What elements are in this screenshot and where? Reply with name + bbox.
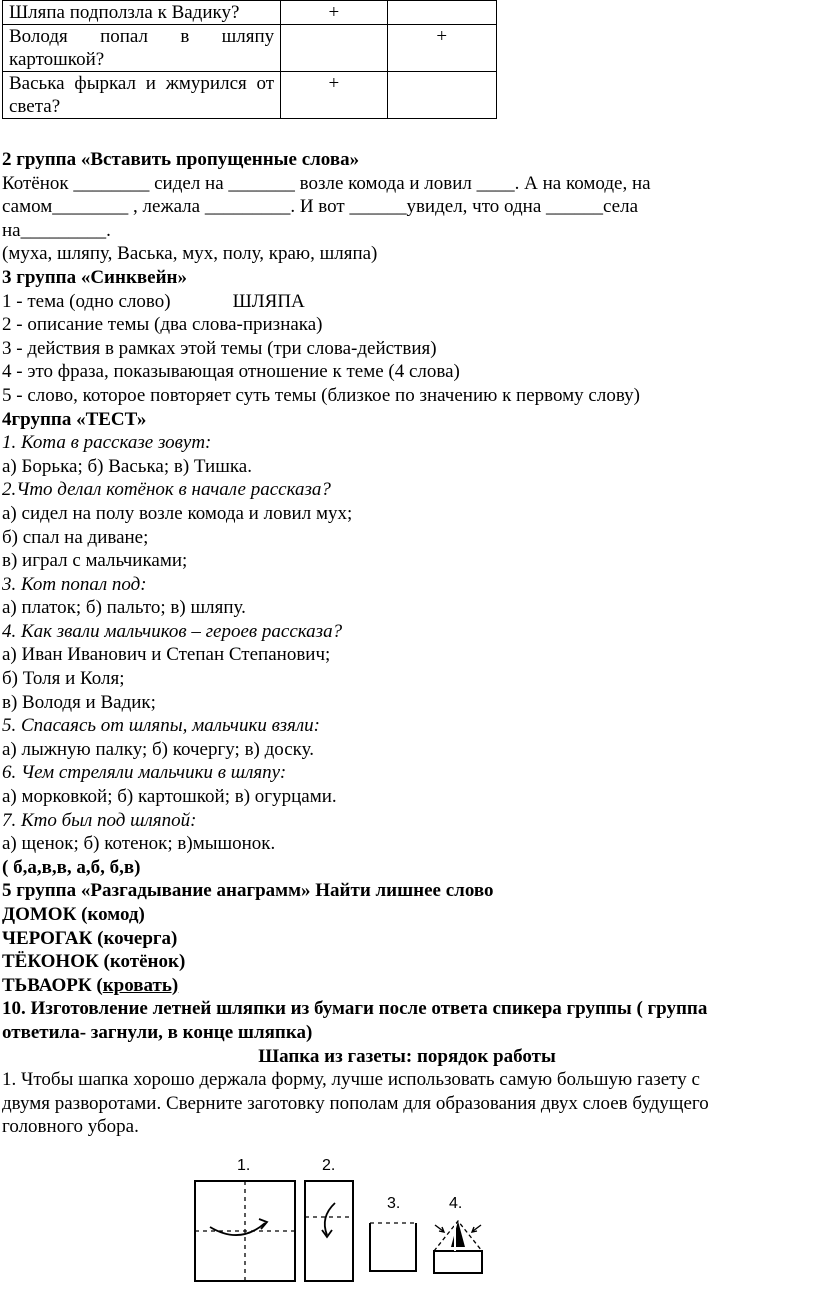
anagram-item-prefix: ТЬВАОРК ( bbox=[2, 974, 103, 996]
test-option: б) Толя и Коля; bbox=[2, 668, 125, 690]
anagram-item: ЧЕРОГАК (кочерга) bbox=[2, 927, 178, 949]
test-option: в) Володя и Вадик; bbox=[2, 691, 156, 713]
test-option: а) Иван Иванович и Степан Степанович; bbox=[2, 644, 331, 666]
step2-sheet-icon bbox=[305, 1181, 353, 1281]
test-options: а) платок; б) пальто; в) шляпу. bbox=[2, 597, 246, 619]
test-question: 4. Как звали мальчиков – героев рассказа? bbox=[2, 620, 343, 642]
test-answers: ( б,а,в,в, а,б, б,в) bbox=[2, 856, 141, 878]
section10-title: 10. Изготовление летней шляпки из бумаги после ответа спикера группы ( группа bbox=[2, 998, 708, 1020]
step-label: 2. bbox=[322, 1157, 336, 1174]
table-cell-mark: + bbox=[387, 25, 496, 72]
group4-title: 4группа «ТЕСТ» bbox=[2, 408, 147, 430]
group2-title: 2 группа «Вставить пропущенные слова» bbox=[2, 149, 360, 170]
cinquain-item: 5 - слово, которое повторяет суть темы (близкое по значению к первому слову) bbox=[2, 384, 640, 406]
table-cell-mark: + bbox=[281, 1, 387, 25]
cinquain-topic-word: ШЛЯПА bbox=[232, 290, 305, 312]
anagram-odd-word: кровать) bbox=[102, 974, 179, 996]
table-cell-mark: + bbox=[281, 72, 387, 119]
test-question: 5. Спасаясь от шляпы, мальчики взяли: bbox=[2, 715, 320, 737]
group3-title: 3 группа «Синквейн» bbox=[2, 266, 187, 288]
table-cell-question: Володя попал в шляпу картошкой? bbox=[3, 25, 281, 72]
table-cell-question: Шляпа подползла к Вадику? bbox=[3, 1, 281, 25]
section10-title: ответила- загнули, в конце шляпка) bbox=[2, 1021, 313, 1043]
test-question: 2.Что делал котёнок в начале рассказа? bbox=[2, 479, 331, 501]
test-option: а) сидел на полу возле комода и ловил мух; bbox=[2, 502, 353, 524]
table-cell-mark bbox=[387, 72, 496, 119]
instruction-paragraph: 1. Чтобы шапка хорошо держала форму, лучше использовать самую большую газету с bbox=[2, 1069, 700, 1091]
gap-text-line: Котёнок ________ сидел на _______ возле комода и ловил ____. А на комоде, на bbox=[2, 172, 651, 194]
group5-title: 5 группа «Разгадывание анаграмм» Найти лишнее слово bbox=[2, 880, 494, 902]
test-option: в) играл с мальчиками; bbox=[2, 550, 188, 572]
step3-sheet-icon bbox=[370, 1223, 416, 1271]
gap-text-line: на_________. bbox=[2, 219, 111, 241]
gap-text-line: самом________ , лежала _________. И вот ______увидел, что одна ______села bbox=[2, 196, 639, 218]
step-label: 3. bbox=[387, 1195, 401, 1212]
test-question: 3. Кот попал под: bbox=[2, 573, 147, 595]
cinquain-item: 4 - это фраза, показывающая отношение к теме (4 слова) bbox=[2, 361, 460, 383]
table-row bbox=[3, 25, 497, 72]
folding-diagram bbox=[185, 1155, 485, 1289]
answers-table bbox=[2, 0, 497, 119]
cinquain-item: 3 - действия в рамках этой темы (три слова-действия) bbox=[2, 337, 437, 359]
anagram-item bbox=[2, 974, 812, 998]
test-question: 6. Чем стреляли мальчики в шляпу: bbox=[2, 762, 287, 784]
instruction-paragraph: двумя разворотами. Сверните заготовку пополам для образования двух слоев будущего bbox=[2, 1092, 709, 1114]
word-bank: (муха, шляпу, Васька, мух, полу, краю, шляпа) bbox=[2, 243, 378, 265]
cinquain-item bbox=[2, 290, 812, 314]
test-options: а) лыжную палку; б) кочергу; в) доску. bbox=[2, 738, 314, 760]
instructions-heading: Шапка из газеты: порядок работы bbox=[258, 1045, 556, 1067]
instruction-paragraph: головного убора. bbox=[2, 1116, 139, 1138]
document-body bbox=[2, 148, 812, 1139]
table-cell-mark bbox=[387, 1, 496, 25]
table-cell-question: Васька фыркал и жмурился от света? bbox=[3, 72, 281, 119]
table-row bbox=[3, 1, 497, 25]
test-question: 1. Кота в рассказе зовут: bbox=[2, 432, 212, 454]
step1-sheet-icon bbox=[195, 1181, 295, 1281]
step-label: 1. bbox=[237, 1157, 251, 1174]
table-row bbox=[3, 72, 497, 119]
anagram-item: ДОМОК (комод) bbox=[2, 904, 145, 925]
step-label: 4. bbox=[449, 1195, 463, 1212]
test-options: а) морковкой; б) картошкой; в) огурцами. bbox=[2, 786, 337, 808]
cinquain-item-text: 1 - тема (одно слово) bbox=[2, 290, 171, 312]
step4-hat-icon bbox=[434, 1221, 482, 1273]
test-options: а) щенок; б) котенок; в)мышонок. bbox=[2, 833, 276, 855]
table-cell-mark bbox=[281, 25, 387, 72]
test-question: 7. Кто был под шляпой: bbox=[2, 809, 197, 831]
test-option: б) спал на диване; bbox=[2, 526, 149, 548]
cinquain-item: 2 - описание темы (два слова-признака) bbox=[2, 314, 323, 336]
test-options: а) Борька; б) Васька; в) Тишка. bbox=[2, 455, 252, 477]
anagram-item: ТЁКОНОК (котёнок) bbox=[2, 951, 186, 973]
